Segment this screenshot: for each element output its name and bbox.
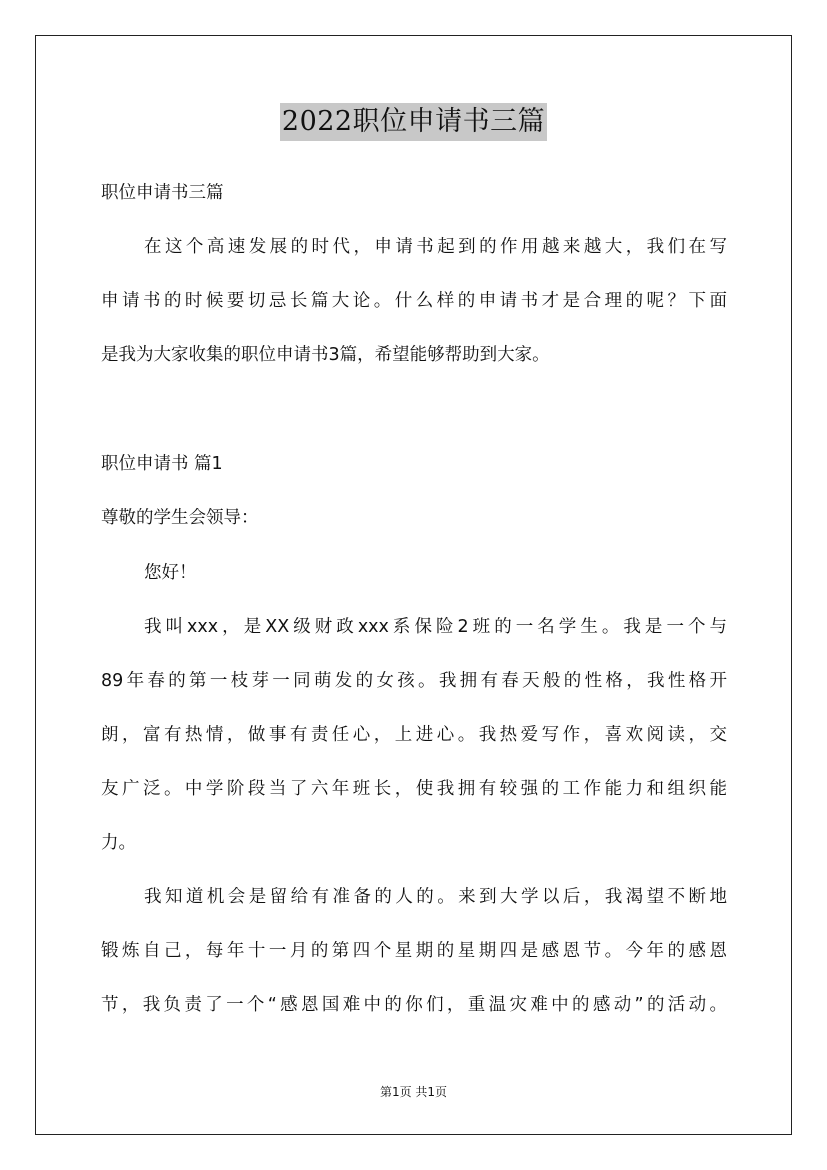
salutation: 尊敬的学生会领导： xyxy=(101,508,259,528)
document-title: 2022职位申请书三篇 xyxy=(280,103,547,141)
paragraph-line: 锻炼自己，每年十一月的第四个星期的星期四是感恩节。今年的感恩 xyxy=(101,941,727,961)
paragraph-line: 友广泛。中学阶段当了六年班长，使我拥有较强的工作能力和组织能 xyxy=(101,779,727,799)
paragraph-line: 我知道机会是留给有准备的人的。来到大学以后，我渴望不断地 xyxy=(144,887,727,907)
paragraph-line: 在这个高速发展的时代，申请书起到的作用越来越大，我们在写 xyxy=(144,237,727,257)
section-heading: 职位申请书 篇1 xyxy=(101,454,223,474)
paragraph-line: 力。 xyxy=(101,833,136,853)
page-footer: 第1页 共1页 xyxy=(379,1085,448,1099)
paragraph-line: 节，我负责了一个“感恩国难中的你们，重温灾难中的感动”的活动。 xyxy=(101,995,727,1015)
paragraph-line: 申请书的时候要切忌长篇大论。什么样的申请书才是合理的呢？下面 xyxy=(101,291,727,311)
document-title-container xyxy=(0,103,827,143)
greeting: 您好！ xyxy=(144,563,197,583)
paragraph-line: 朗，富有热情，做事有责任心，上进心。我热爱写作，喜欢阅读，交 xyxy=(101,725,727,745)
paragraph-line: 89年春的第一枝芽一同萌发的女孩。我拥有春天般的性格，我性格开 xyxy=(101,671,727,691)
paragraph-line: 是我为大家收集的职位申请书3篇，希望能够帮助到大家。 xyxy=(101,345,550,365)
paragraph-line: 我叫xxx，是XX级财政xxx系保险2班的一名学生。我是一个与 xyxy=(144,617,727,637)
section-heading: 职位申请书三篇 xyxy=(101,183,224,203)
